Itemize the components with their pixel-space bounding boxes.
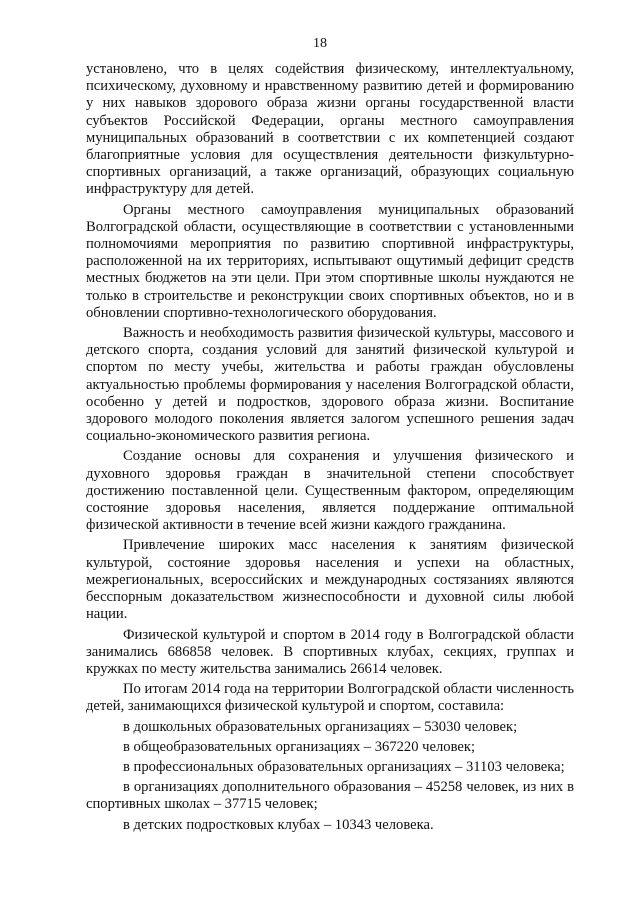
list-item: в общеобразовательных организациях – 367220 человек;: [123, 738, 475, 755]
list-item: в дошкольных образовательных организациях – 53030 человек;: [123, 718, 518, 735]
paragraph-children-summary: По итогам 2014 года на территории Волгоградской области численность детей, занимающихся физической культурой и спортом, составила:: [86, 681, 574, 715]
paragraph-mass-involvement: Привлечение широких масс населения к занятиям физической культурой, состояние здоровья населения и успехи на областных, межрегиональных, всероссийских и международных состязаниях являются бесспорным доказательством жизнеспособности и духовной силы любой нации.: [86, 537, 574, 623]
paragraph-foundation: Создание основы для сохранения и улучшения физического и духовного здоровья граждан в значительной степени способствует достижению поставленной цели. Существенным фактором, определяющим состояние здоровья населения, является поддержание оптимальной физической активности в течение всей жизни каждого гражданина.: [86, 448, 574, 534]
list-item: в организациях дополнительного образования – 45258 человек, из них в спортивных школах – 37715 человек;: [86, 779, 574, 813]
paragraph-local-government: Органы местного самоуправления муниципальных образований Волгоградской области, осуществляющие в соответствии с установленными полномочиями мероприятия по развитию спортивной инфраструктуры, расположенной на их территориях, испытывают ощутимый дефицит средств местных бюджетов на эти цели. При этом спортивные школы нуждаются не только в строительстве и реконструкции своих спортивных объектов, но и в обновлении спортивно-технологического оборудования.: [86, 201, 574, 321]
paragraph-importance: Важность и необходимость развития физической культуры, массового и детского спорта, создания условий для занятий физической культурой и спортом по месту учебы, жительства и работы граждан обусловлены актуальностью проблемы формирования у населения Волгоградской области, особенно у детей и подростков, здорового образа жизни. Воспитание здорового молодого поколения является залогом успешного решения задач социально-экономического развития региона.: [86, 325, 574, 445]
paragraph-intro-continuation: установлено, что в целях содействия физическому, интеллектуальному, психическому, духовному и нравственному развитию детей и формированию у них навыков здорового образа жизни органы государственной власти субъектов Российской Федерации, органы местного самоуправления муниципальных образований в соответствии с их компетенцией создают благоприятные условия для осуществления деятельности физкультурно-спортивных организаций, а также организаций, образующих социальную инфраструктуру для детей.: [86, 61, 574, 198]
paragraph-statistics-2014: Физической культурой и спортом в 2014 году в Волгоградской области занимались 686858 человек. В спортивных клубах, секциях, группах и кружках по месту жительства занимались 26614 человек.: [86, 626, 574, 677]
list-item: в детских подростковых клубах – 10343 человека.: [123, 816, 434, 833]
page-number: 18: [313, 36, 327, 51]
list-item: в профессиональных образовательных организациях – 31103 человека;: [123, 758, 565, 775]
document-body: [86, 61, 574, 834]
